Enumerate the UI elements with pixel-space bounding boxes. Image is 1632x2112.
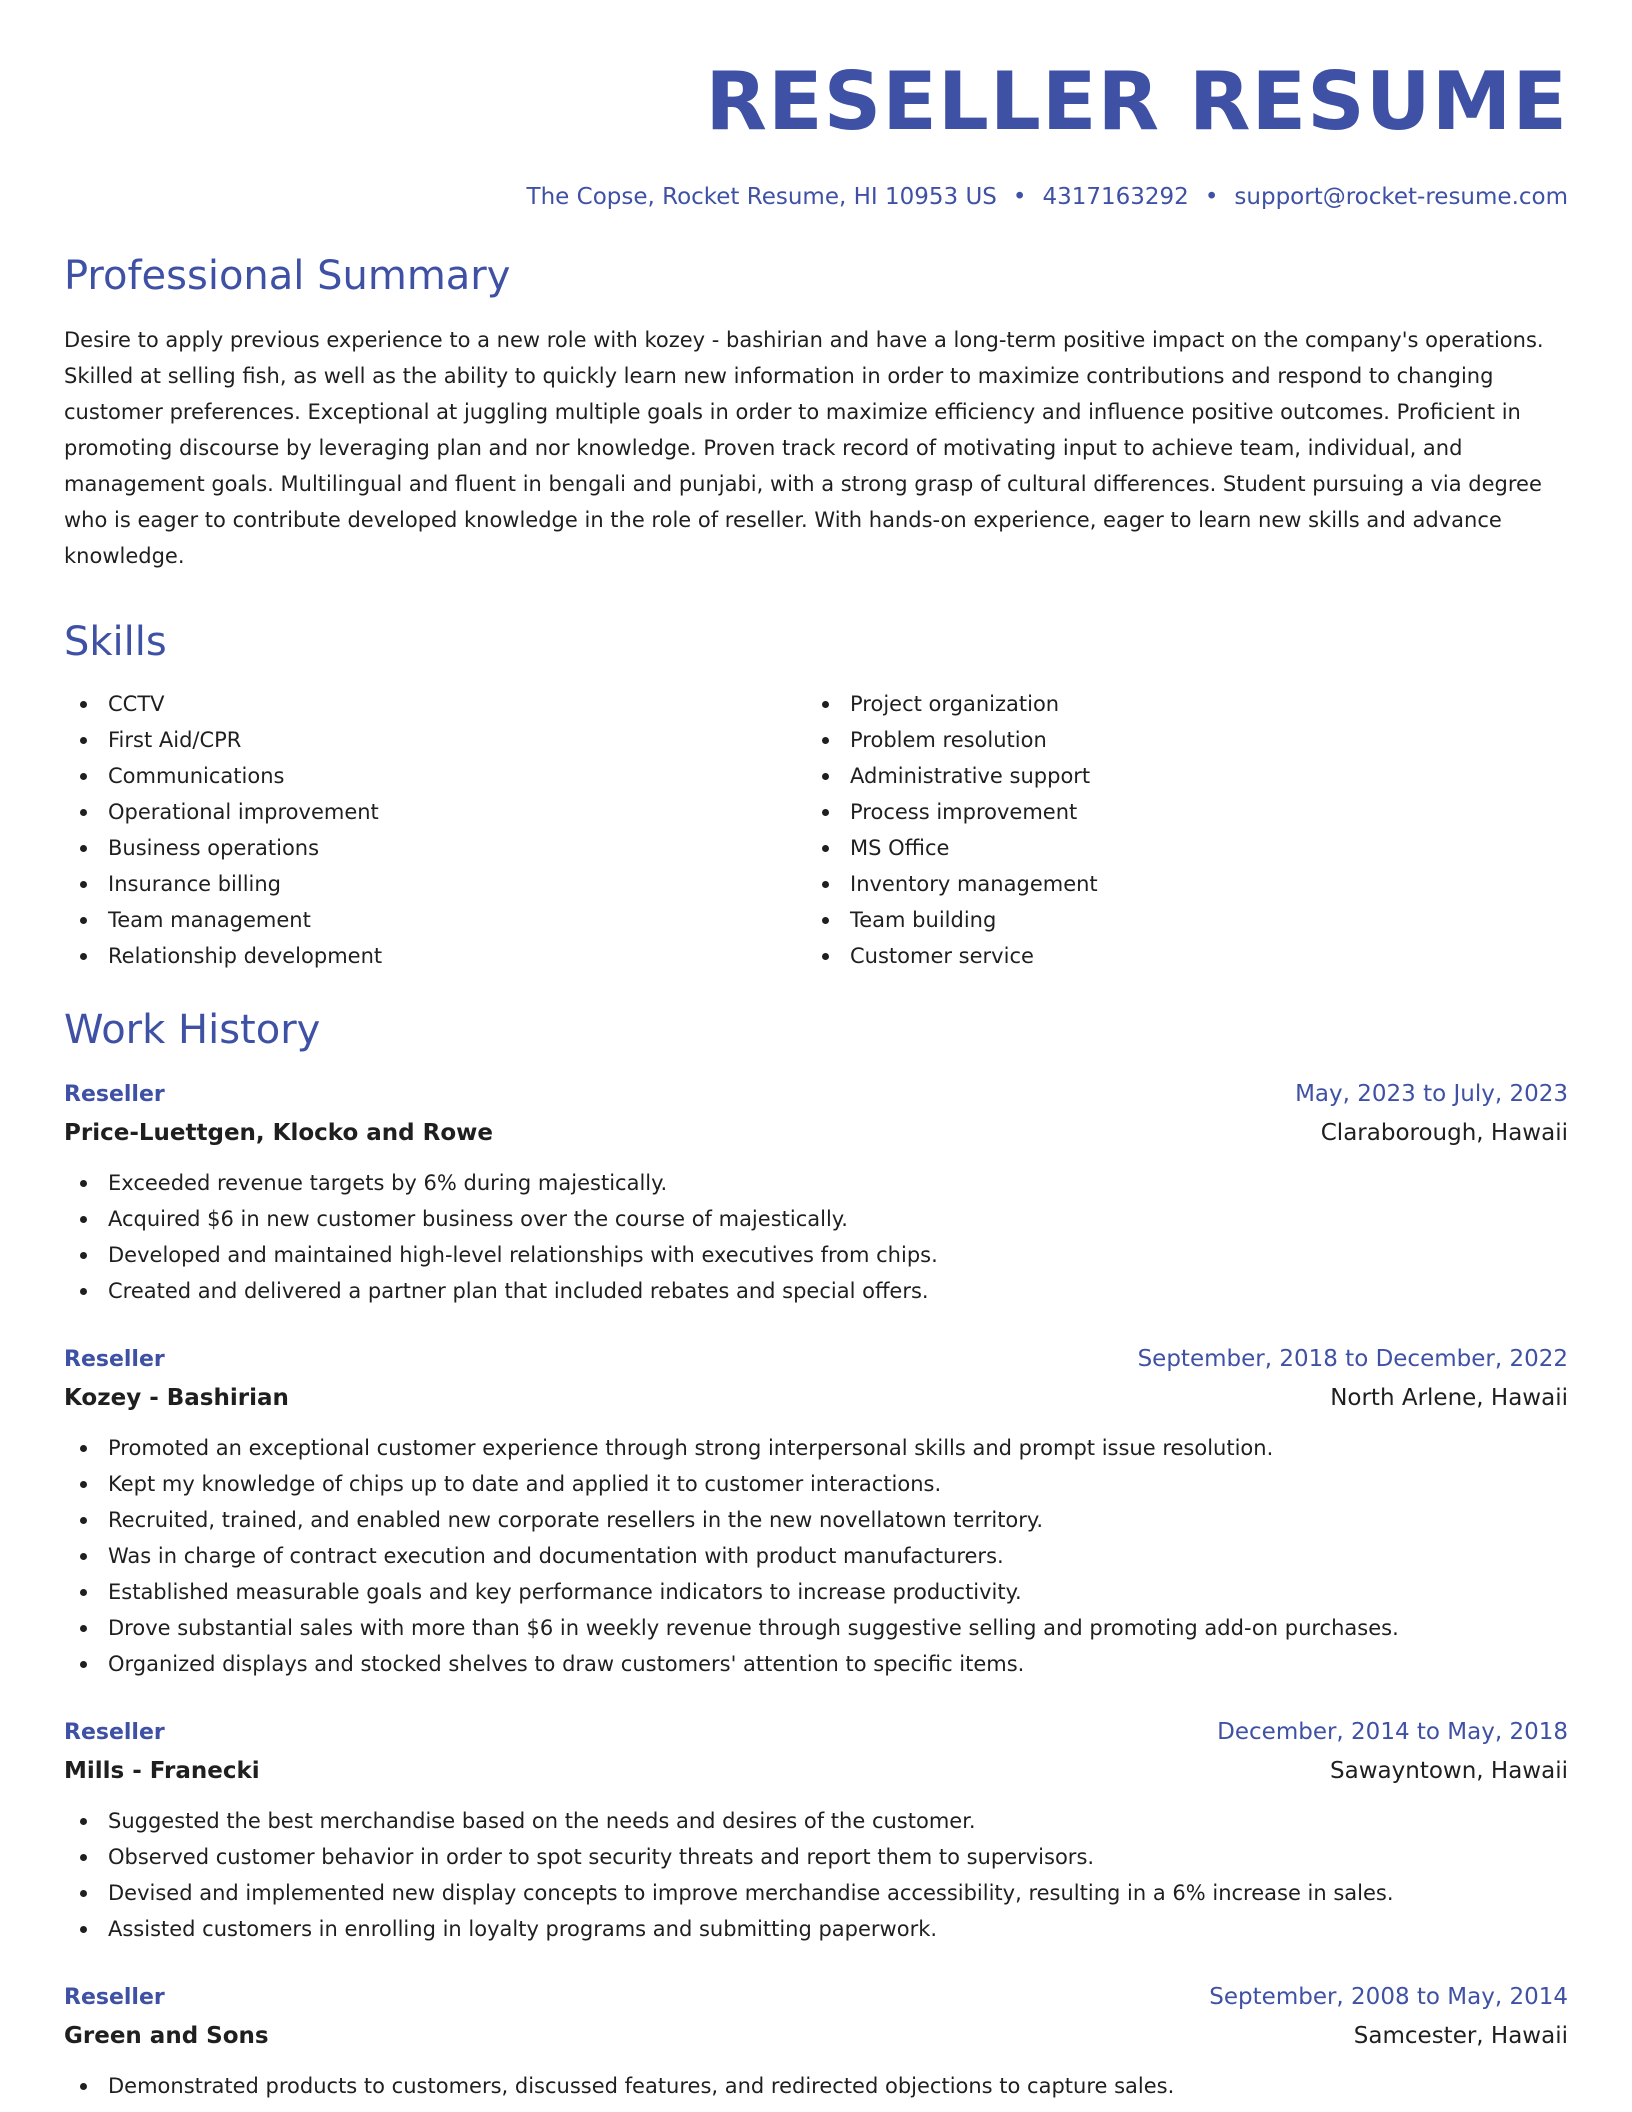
skill-item: Communications — [64, 758, 806, 794]
job-title: Reseller — [64, 1081, 165, 1107]
job-header-row — [64, 1714, 1568, 1751]
job-company-row — [64, 1113, 1568, 1153]
contact-separator: • — [1204, 184, 1219, 210]
job-location: Samcester, Hawaii — [1353, 2022, 1568, 2049]
job-dates: May, 2023 to July, 2023 — [1295, 1080, 1568, 1107]
job-bullet: Exceeded revenue targets by 6% during majestically. — [64, 1165, 1568, 1201]
contact-phone: 4317163292 — [1042, 184, 1189, 210]
job-bullet: Assisted customers in enrolling in loyalty programs and submitting paperwork. — [64, 1911, 1568, 1947]
skill-item: First Aid/CPR — [64, 722, 806, 758]
section-heading-summary: Professional Summary — [64, 252, 511, 299]
job-company-row — [64, 2016, 1568, 2056]
job-bullets — [64, 1803, 1568, 1947]
job-company: Kozey - Bashirian — [64, 1384, 289, 1411]
skills-section — [64, 618, 1568, 974]
section-heading-skills: Skills — [64, 618, 167, 665]
skill-item: Problem resolution — [806, 722, 1548, 758]
job-title: Reseller — [64, 1984, 165, 2010]
job-company: Green and Sons — [64, 2022, 269, 2049]
job-header-row — [64, 1341, 1568, 1378]
skill-item: Team building — [806, 902, 1548, 938]
job-bullet: Kept my knowledge of chips up to date and applied it to customer interactions. — [64, 1466, 1568, 1502]
skill-item: Relationship development — [64, 938, 806, 974]
skill-item: Operational improvement — [64, 794, 806, 830]
skill-item: Insurance billing — [64, 866, 806, 902]
job-title: Reseller — [64, 1719, 165, 1745]
job-bullets — [64, 2068, 1568, 2104]
job-bullet: Was in charge of contract execution and documentation with product manufacturers. — [64, 1538, 1568, 1574]
job-bullet: Developed and maintained high-level relationships with executives from chips. — [64, 1237, 1568, 1273]
job-entry — [64, 1341, 1568, 1682]
job-header-row — [64, 1076, 1568, 1113]
job-dates: December, 2014 to May, 2018 — [1217, 1718, 1568, 1745]
skill-item: MS Office — [806, 830, 1548, 866]
job-company: Mills - Franecki — [64, 1757, 260, 1784]
job-bullet: Observed customer behavior in order to spot security threats and report them to supervisors. — [64, 1839, 1568, 1875]
job-bullets — [64, 1165, 1568, 1309]
job-location: Sawayntown, Hawaii — [1330, 1757, 1568, 1784]
work-history-section — [64, 1006, 1568, 2104]
job-bullet: Devised and implemented new display concepts to improve merchandise accessibility, resulting in a 6% increase in sales. — [64, 1875, 1568, 1911]
summary-text: Desire to apply previous experience to a new role with kozey - bashirian and have a long-term positive impact on the company's operations. Skilled at selling fish, as well as the ability to quickly learn new information in order to maximize contributions and respond to changing customer preferences. Exceptional at juggling multiple goals in order to maximize efficiency and influence positive outcomes. Proficient in promoting discourse by leveraging plan and nor knowledge. Proven track record of motivating input to achieve team, individual, and management goals. Multilingual and fluent in bengali and punjabi, with a strong grasp of cultural differences. Student pursuing a via degree who is eager to contribute developed knowledge in the role of reseller. With hands-on experience, eager to learn new skills and advance knowledge. — [64, 327, 1544, 568]
skill-item: Inventory management — [806, 866, 1548, 902]
contact-separator: • — [1012, 184, 1027, 210]
job-company-row — [64, 1378, 1568, 1418]
job-bullet: Promoted an exceptional customer experience through strong interpersonal skills and prompt issue resolution. — [64, 1430, 1568, 1466]
skill-item: Administrative support — [806, 758, 1548, 794]
job-company-row — [64, 1751, 1568, 1791]
job-entry — [64, 1076, 1568, 1309]
job-bullet: Demonstrated products to customers, discussed features, and redirected objections to capture sales. — [64, 2068, 1568, 2104]
skill-item: Business operations — [64, 830, 806, 866]
skill-item: Team management — [64, 902, 806, 938]
job-location: North Arlene, Hawaii — [1330, 1384, 1568, 1411]
job-bullet: Recruited, trained, and enabled new corporate resellers in the new novellatown territory. — [64, 1502, 1568, 1538]
job-dates: September, 2018 to December, 2022 — [1137, 1345, 1568, 1372]
professional-summary-section — [64, 252, 1568, 574]
skill-item: CCTV — [64, 686, 806, 722]
job-bullet: Acquired $6 in new customer business over the course of majestically. — [64, 1201, 1568, 1237]
contact-address: The Copse, Rocket Resume, HI 10953 US — [526, 184, 997, 210]
job-location: Claraborough, Hawaii — [1320, 1119, 1568, 1146]
skill-item: Process improvement — [806, 794, 1548, 830]
job-bullet: Drove substantial sales with more than $6 in weekly revenue through suggestive selling and promoting add-on purchases. — [64, 1610, 1568, 1646]
job-entry — [64, 1979, 1568, 2104]
contact-line — [64, 184, 1568, 212]
skills-list-right — [806, 686, 1548, 974]
job-header-row — [64, 1979, 1568, 2016]
job-company: Price-Luettgen, Klocko and Rowe — [64, 1119, 494, 1146]
job-bullet: Created and delivered a partner plan that included rebates and special offers. — [64, 1273, 1568, 1309]
section-heading-work: Work History — [64, 1006, 321, 1053]
job-bullet: Established measurable goals and key performance indicators to increase productivity. — [64, 1574, 1568, 1610]
job-entry — [64, 1714, 1568, 1947]
job-bullet: Organized displays and stocked shelves to draw customers' attention to specific items. — [64, 1646, 1568, 1682]
resume-title: RESELLER RESUME — [705, 55, 1568, 148]
job-dates: September, 2008 to May, 2014 — [1209, 1983, 1568, 2010]
skills-columns — [64, 686, 1568, 974]
job-bullet: Suggested the best merchandise based on the needs and desires of the customer. — [64, 1803, 1568, 1839]
skill-item: Customer service — [806, 938, 1548, 974]
skill-item: Project organization — [806, 686, 1548, 722]
contact-email: support@rocket-resume.com — [1234, 184, 1568, 210]
skills-list-left — [64, 686, 806, 974]
job-bullets — [64, 1430, 1568, 1682]
job-title: Reseller — [64, 1346, 165, 1372]
